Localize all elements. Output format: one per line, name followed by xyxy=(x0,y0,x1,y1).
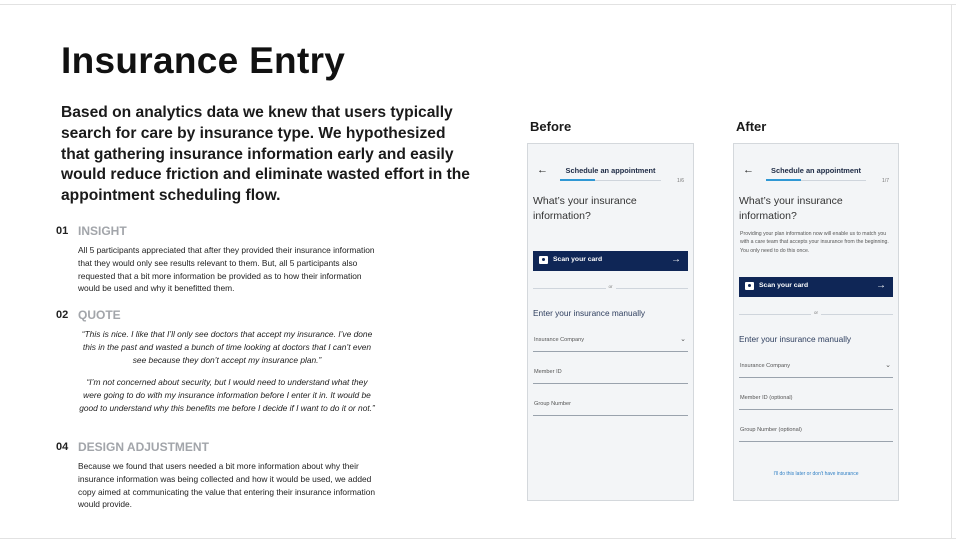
arrow-left-icon[interactable]: ← xyxy=(743,164,754,176)
manual-entry-heading: Enter your insurance manually xyxy=(739,334,852,344)
field-underline xyxy=(739,377,893,378)
field-underline xyxy=(739,441,893,442)
or-divider xyxy=(739,310,893,315)
insurance-question: What’s your insurance information? xyxy=(739,195,843,222)
progress-track xyxy=(766,180,866,181)
after-phone-screen xyxy=(733,143,899,501)
camera-icon xyxy=(745,282,754,290)
or-text: or xyxy=(605,284,615,290)
section-number-quote: 02 xyxy=(56,309,69,321)
arrow-right-icon: → xyxy=(876,280,886,291)
scan-card-button[interactable] xyxy=(533,251,688,271)
section-body-insight: All 5 participants appreciated that after they provided their insurance information that they would only see results relevant to them. But, all 5 participants also requested that a bit more information be provided as to how their information would be used and why it benefitted them. xyxy=(78,245,375,294)
insurance-question: What’s your insurance information? xyxy=(533,195,637,222)
progress-fill xyxy=(560,179,595,181)
scan-card-label: Scan your card xyxy=(759,282,809,289)
screen-title: Schedule an appointment xyxy=(565,166,656,175)
scan-card-label: Scan your card xyxy=(553,256,603,263)
insurance-explanation: Providing your plan information now will enable us to match you with a care team that accepts your insurance from the beginning. You only need to do this once. xyxy=(740,231,889,254)
frame-top-border xyxy=(0,4,956,5)
frame-bottom-border xyxy=(0,538,956,539)
quote-1: “This is nice. I like that I’ll only see doctors that accept my insurance. I’ve done this in the past and wasted a bunch of time looking at doctors that I can’t even see because they don’t accept my insurance plan.” xyxy=(81,329,373,365)
field-underline xyxy=(739,409,893,410)
section-number-insight: 01 xyxy=(56,225,69,237)
field-label: Member ID xyxy=(534,369,562,375)
section-heading-quote: QUOTE xyxy=(78,308,121,322)
screen-title: Schedule an appointment xyxy=(771,166,861,175)
intro-paragraph: Based on analytics data we knew that users typically search for care by insurance type. We hypothesized that gathering insurance information early and easily would reduce friction and eliminate wasted effort in the appointment scheduling flow. xyxy=(61,104,470,205)
section-number-design-adjustment: 04 xyxy=(56,441,69,453)
page-title: Insurance Entry xyxy=(61,40,346,81)
section-heading-insight: INSIGHT xyxy=(78,224,127,238)
section-body-design-adjustment: Because we found that users needed a bit more information about why their insurance information was being collected and how it would be used, we added copy aimed at communicating the value that entering their insurance information would provide. xyxy=(78,461,376,510)
after-label: After xyxy=(736,119,767,134)
before-label: Before xyxy=(530,119,572,134)
scan-card-button[interactable] xyxy=(739,277,893,297)
step-indicator: 1/6 xyxy=(677,178,684,184)
or-text: or xyxy=(811,310,821,316)
skip-insurance-link[interactable]: I'll do this later or don't have insurance xyxy=(773,471,859,477)
field-label: Insurance Company xyxy=(534,337,585,343)
or-divider xyxy=(533,284,688,289)
field-label: Insurance Company xyxy=(740,363,791,369)
chevron-down-icon: ⌄ xyxy=(885,362,891,369)
progress-fill xyxy=(766,179,801,181)
arrow-right-icon: → xyxy=(671,254,681,265)
arrow-left-icon[interactable]: ← xyxy=(537,164,548,176)
camera-icon xyxy=(539,256,548,264)
quote-2: “I’m not concerned about security, but I would need to understand what they were going to do with my insurance information before I enter it in. It would be good to understand why this benefits me before I decide if I want to do it or not.” xyxy=(79,377,375,413)
step-indicator: 1/7 xyxy=(882,178,889,184)
frame-right-border xyxy=(951,4,952,539)
field-label: Group Number (optional) xyxy=(740,427,802,433)
progress-track xyxy=(560,180,661,181)
chevron-down-icon: ⌄ xyxy=(680,336,686,343)
field-underline xyxy=(533,383,688,384)
field-label: Member ID (optional) xyxy=(740,395,793,401)
field-underline xyxy=(533,415,688,416)
section-heading-design-adjustment: DESIGN ADJUSTMENT xyxy=(78,440,209,454)
field-underline xyxy=(533,351,688,352)
before-phone-screen xyxy=(527,143,694,501)
manual-entry-heading: Enter your insurance manually xyxy=(533,308,646,318)
field-label: Group Number xyxy=(534,401,571,407)
